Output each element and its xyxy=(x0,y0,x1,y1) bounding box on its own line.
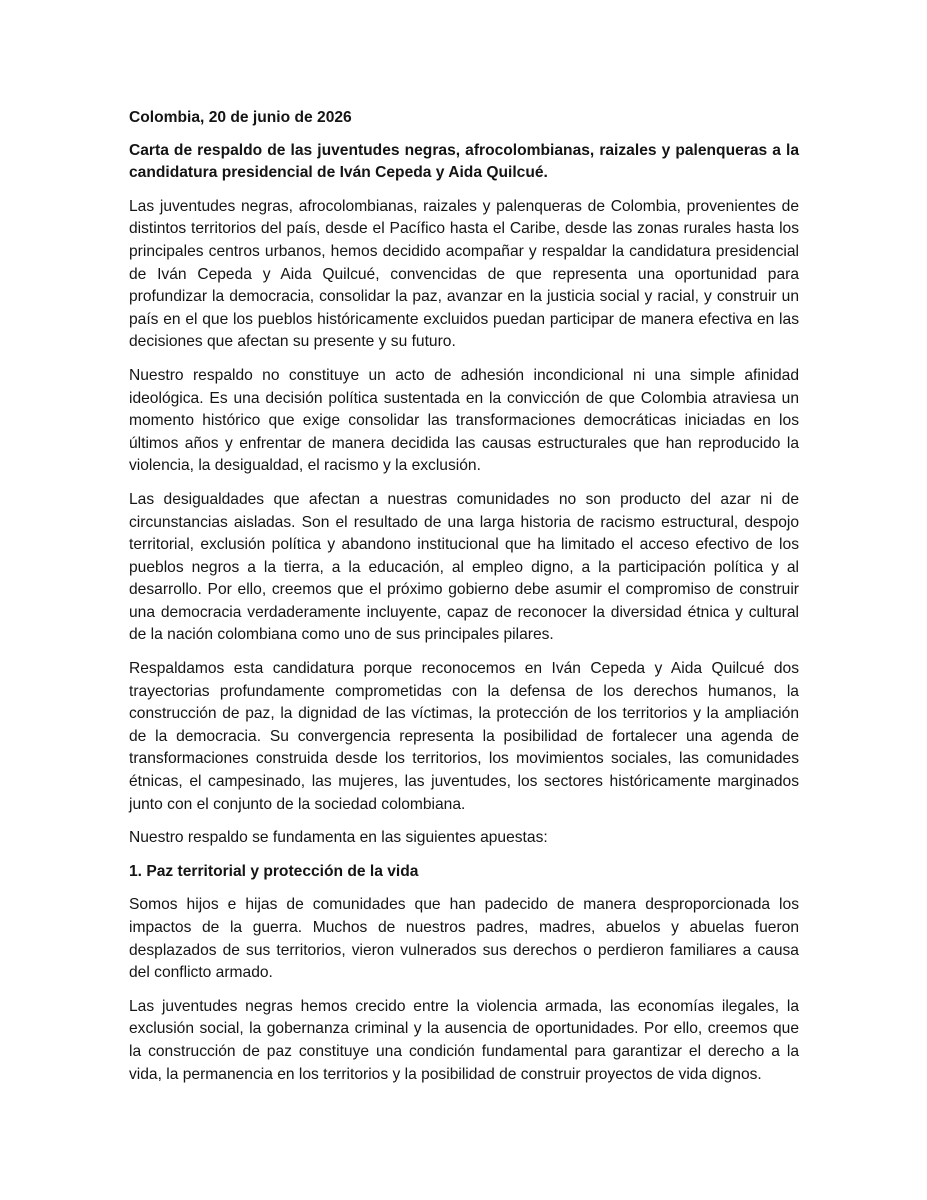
paragraph-commitments-intro: Nuestro respaldo se fundamenta en las siguientes apuestas: xyxy=(129,829,548,847)
paragraph-intro: Las juventudes negras, afrocolombianas, raizales y palenqueras de Colombia, provenientes de distintos territorios del país, desde el Pacífico hasta el Caribe, desde las zonas rurales hasta los principales centros urbanos, hemos decidido acompañar y respaldar la candidatura presidencial de Iván Cepeda y Aida Quilcué, convencidas de que representa una oportunidad para profundizar la democracia, consolidar la paz, avanzar en la justicia social y racial, y construir un país en el que los pueblos históricamente excluidos puedan participar de manera efectiva en las decisiones que afectan su presente y su futuro. xyxy=(129,197,799,351)
paragraph-candidacy-reasons: Respaldamos esta candidatura porque reconocemos en Iván Cepeda y Aida Quilcué dos trayectorias profundamente comprometidas con la defensa de los derechos humanos, la construcción de paz, la dignidad de las víctimas, la protección de los territorios y la ampliación de la democracia. Su convergencia representa la posibilidad de fortalecer una agenda de transformaciones construida desde los territorios, los movimientos sociales, las comunidades étnicas, el campesinado, las mujeres, las juventudes, los sectores históricamente marginados junto con el conjunto de la sociedad colombiana. xyxy=(129,660,799,813)
section-heading-peace: 1. Paz territorial y protección de la vida xyxy=(129,862,419,880)
letter-date: Colombia, 20 de junio de 2026 xyxy=(129,109,352,126)
letter-subject: Carta de respaldo de las juventudes negras, afrocolombianas, raizales y palenqueras a la candidatura presidencial de Iván Cepeda y Aida Quilcué. xyxy=(129,141,799,182)
paragraph-peace-2: Las juventudes negras hemos crecido entre la violencia armada, las economías ilegales, la exclusión social, la gobernanza criminal y la ausencia de oportunidades. Por ello, creemos que la construcción de paz constituye una condición fundamental para garantizar el derecho a la vida, la permanencia en los territorios y la posibilidad de construir proyectos de vida dignos. xyxy=(129,997,799,1083)
paragraph-inequalities: Las desigualdades que afectan a nuestras comunidades no son producto del azar ni de circunstancias aisladas. Son el resultado de una larga historia de racismo estructural, despojo territorial, exclusión política y abandono institucional que ha limitado el acceso efectivo de los pueblos negros a la tierra, a la educación, al empleo digno, a la participación política y al desarrollo. Por ello, creemos que el próximo gobierno debe asumir el compromiso de construir una democracia verdaderamente incluyente, capaz de reconocer la diversidad étnica y cultural de la nación colombiana como uno de sus principales pilares. xyxy=(129,490,799,644)
paragraph-support-nature: Nuestro respaldo no constituye un acto de adhesión incondicional ni una simple afinidad ideológica. Es una decisión política sustentada en la convicción de que Colombia atraviesa un momento histórico que exige consolidar las transformaciones democráticas iniciadas en los últimos años y enfrentar de manera decidida las causas estructurales que han reproducido la violencia, la desigualdad, el racismo y la exclusión. xyxy=(129,366,799,475)
paragraph-peace-1: Somos hijos e hijas de comunidades que han padecido de manera desproporcionada los impactos de la guerra. Muchos de nuestros padres, madres, abuelos y abuelas fueron desplazados de sus territorios, vieron vulnerados sus derechos o perdieron familiares a causa del conflicto armado. xyxy=(129,896,799,982)
